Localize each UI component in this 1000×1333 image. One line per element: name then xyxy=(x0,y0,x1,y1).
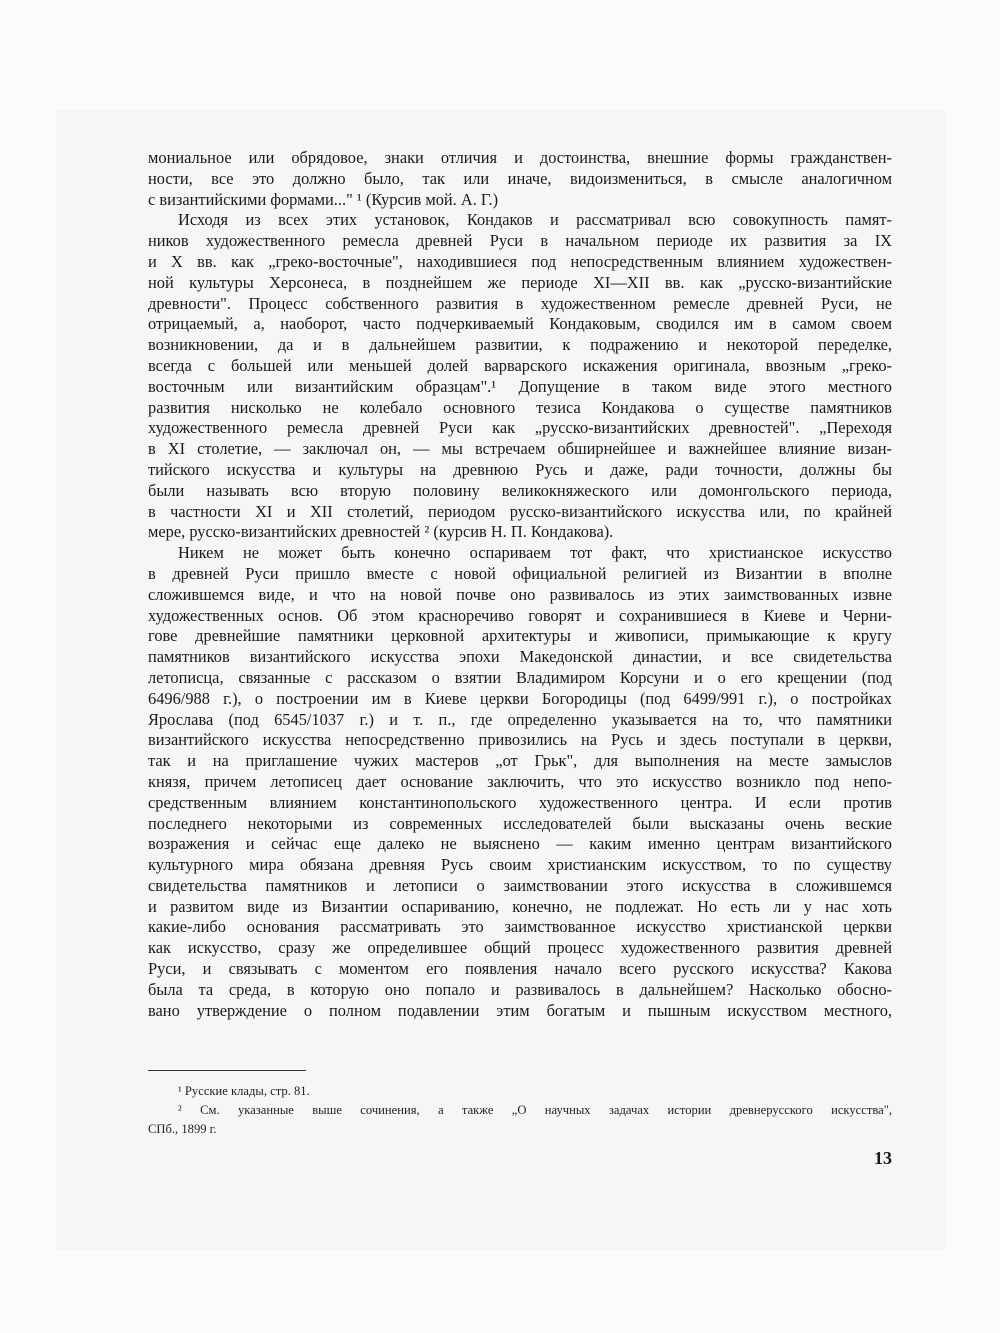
footnote-2-line-1: ² См. указанные выше сочинения, а также „О научных задачах истории древнерусского искусства", xyxy=(178,1103,892,1117)
text-line: восточным или византийским образцам".¹ Допущение в таком виде этого местного xyxy=(148,376,892,396)
text-line: возражения и сейчас еще далеко не выяснено — каким именно центрам византийского xyxy=(148,834,892,854)
text-line: последнего некоторыми из современных исследователей были высказаны очень веские xyxy=(148,813,892,833)
text-line: всегда с большей или меньшей долей варварского искажения оригинала, ввозным „греко- xyxy=(148,355,892,375)
text-line: свидетельства памятников и летописи о заимствовании этого искусства в сложившемся xyxy=(148,875,892,895)
text-line: мониальное или обрядовое, знаки отличия и достоинства, внешние формы гражданствен- xyxy=(148,148,892,167)
text-line: с византийскими формами..." ¹ (Курсив мой. А. Г.) xyxy=(148,189,499,209)
text-line: была та среда, в которую оно попало и развивалось в дальнейшем? Насколько обосно- xyxy=(148,979,892,999)
text-line: Руси, и связывать с моментом его появления начало всего русского искусства? Какова xyxy=(148,959,892,979)
text-line: какие-либо основания рассматривать это заимствованное искусство христианской церкви xyxy=(148,917,892,937)
text-line: в XI столетие, — заключал он, — мы встречаем обширнейшее и важнейшее влияние визан- xyxy=(148,439,892,459)
text-line: возникновении, да и в дальнейшем развитии, к подражению и некоторой переделке, xyxy=(148,335,892,355)
text-line: византийского искусства непосредственно привозились на Русь и здесь поступали в церкви, xyxy=(148,730,892,750)
text-line: ников художественного ремесла древней Руси в начальном периоде их развития за IX xyxy=(148,231,892,251)
text-line: князя, причем летописец дает основание заключить, что это искусство возникло под непо- xyxy=(148,771,892,791)
text-line: ности, все это должно было, так или иначе, видоизмениться, в смысле аналогичном xyxy=(148,168,892,188)
text-line: ной культуры Херсонеса, в позднейшем же периоде XI—XII вв. как „русско-византийские xyxy=(148,272,892,292)
text-line: в частности XI и XII столетий, периодом русско-византийского искусства или, по крайней xyxy=(148,501,892,521)
text-line: как искусство, сразу же определившее общий процесс художественного развития древней xyxy=(148,938,892,958)
text-line: Ярослава (под 6545/1037 г.) и т. п., где определенно указывается на то, что памятники xyxy=(148,709,892,729)
text-line: и развитом виде из Византии оспариванию, конечно, не подлежат. Но есть ли у нас хоть xyxy=(148,896,892,916)
text-line: древности". Процесс собственного развития в художественном ремесле древней Руси, не xyxy=(148,293,892,313)
text-line: сложившемся виде, и что на новой почве оно развивалось из этих заимствованных извне xyxy=(148,584,892,604)
text-line: были называть всю вторую половину великокняжеского или домонгольского периода, xyxy=(148,480,892,500)
footnotes xyxy=(148,1082,892,1139)
text-line: гове древнейшие памятники церковной архитектуры и живописи, примыкающие к кругу xyxy=(148,626,892,646)
text-line: мере, русско-византийских древностей ² (курсив Н. П. Кондакова). xyxy=(148,522,614,542)
text-line: памятников византийского искусства эпохи Македонской династии, и все свидетельства xyxy=(148,647,892,667)
footnote-divider xyxy=(148,1070,306,1071)
text-line: Никем не может быть конечно оспариваем тот факт, что христианское искусство xyxy=(178,543,892,563)
footnote-2-line-2: СПб., 1899 г. xyxy=(148,1122,217,1136)
text-line: Исходя из всех этих установок, Кондаков и рассматривал всю совокупность памят- xyxy=(178,210,892,230)
text-line: в древней Руси пришло вместе с новой официальной религией из Византии в вполне xyxy=(148,563,892,583)
text-line: так и на приглашение чужих мастеров „от Грьк", для выполнения на месте замыслов xyxy=(148,751,892,771)
text-line: и X вв. как „греко-восточные", находившиеся под непосредственным влиянием художествен- xyxy=(148,251,892,271)
text-line: развития нисколько не колебало основного тезиса Кондакова о существе памятников xyxy=(148,397,892,417)
text-line: художественного ремесла древней Руси как „русско-византийских древностей". „Переходя xyxy=(148,418,892,438)
text-line: летописца, связанные с рассказом о взятии Владимиром Корсуни и о его крещении (под xyxy=(148,667,892,687)
body-text xyxy=(148,148,892,1021)
page-number: 13 xyxy=(874,1148,892,1168)
text-line: отрицаемый, а, наоборот, часто подчеркиваемый Кондаковым, сводился им в самом своем xyxy=(148,314,892,334)
text-line: 6496/988 г.), о построении им в Киеве церкви Богородицы (под 6499/991 г.), о постройках xyxy=(148,688,892,708)
text-line: вано утверждение о полном подавлении этим богатым и пышным искусством местного, xyxy=(148,1000,892,1020)
text-line: средственным влиянием константинопольского художественного центра. И если против xyxy=(148,792,892,812)
text-line: тийского искусства и культуры на древнюю Русь и даже, ради точности, должны бы xyxy=(148,459,892,479)
text-line: культурного мира обязана древняя Русь своим христианским искусством, то по существу xyxy=(148,855,892,875)
footnote-1: ¹ Русские клады, стр. 81. xyxy=(178,1084,310,1098)
text-line: художественных основ. Об этом красноречиво говорят и сохранившиеся в Киеве и Черни- xyxy=(148,605,892,625)
